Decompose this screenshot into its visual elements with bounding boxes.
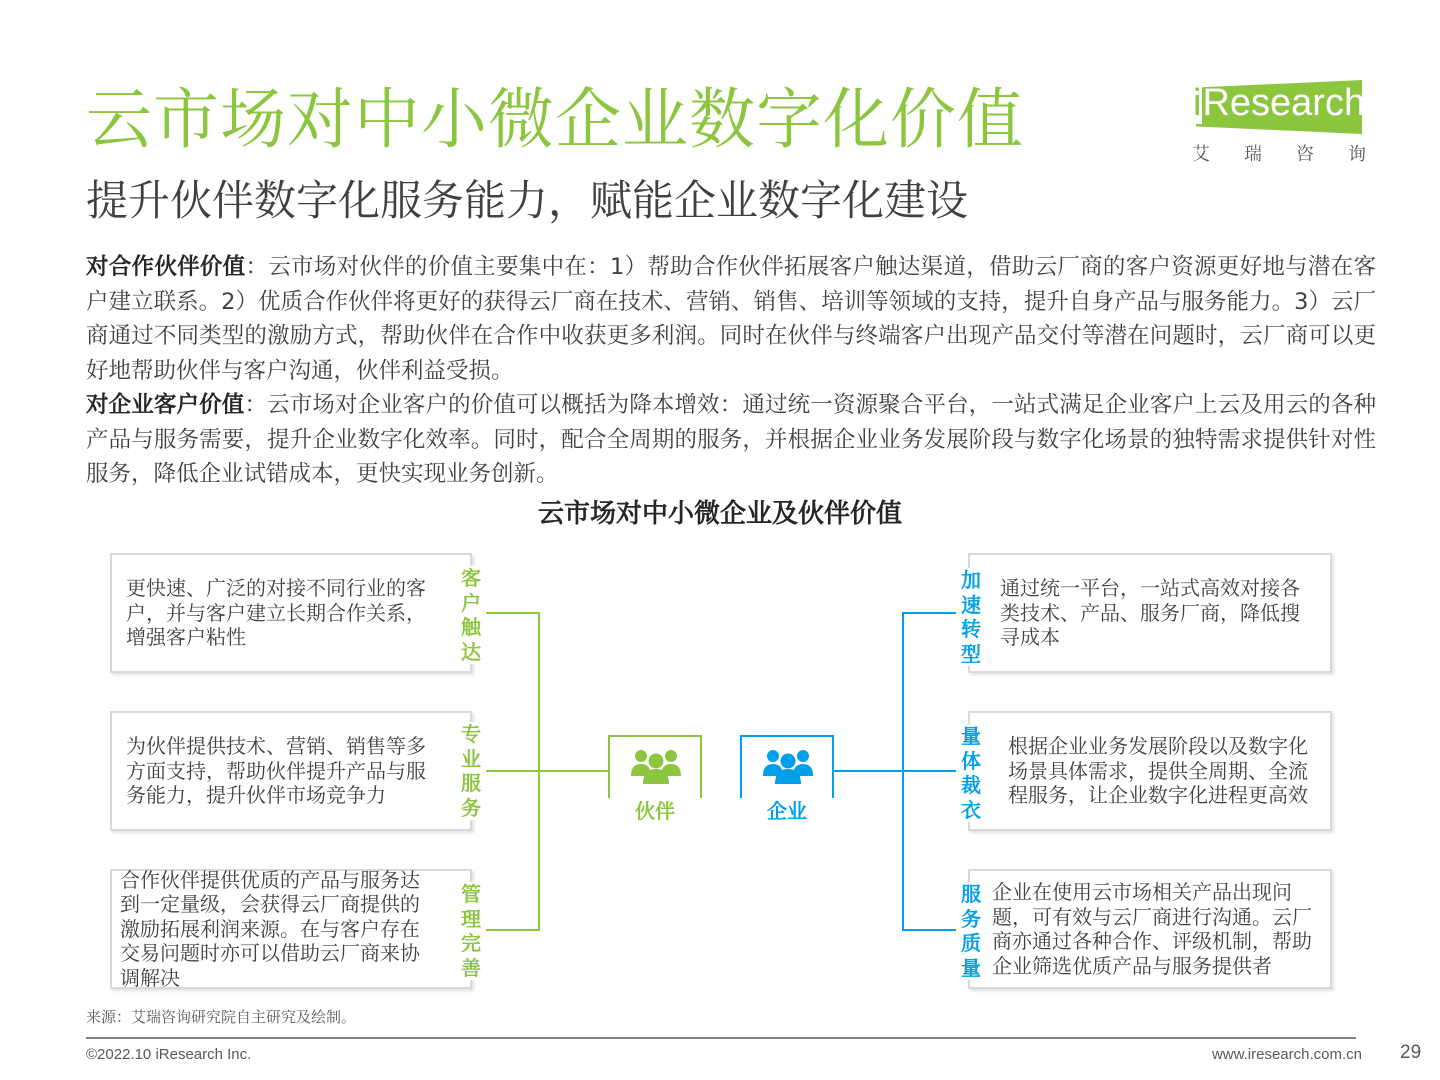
partner-value-paragraph: 对合作伙伴价值：云市场对伙伴的价值主要集中在：1）帮助合作伙伴拓展客户触达渠道，借助云厂商的客户资源更好地与潜在客户建立联系。2）优质合作伙伴将更好的获得云厂商在技术、营销、销售、培训等领域的支持，提升自身产品与服务能力。3）云厂商通过不同类型的激励方式，帮助伙伴在合作中收获更多利润。同时在伙伴与终端客户出现产品交付等潜在问题时，云厂商可以更好地帮助伙伴与客户沟通，伙伴利益受损。 [86,254,1376,384]
body-text [86,250,1376,492]
page-number: 29 [1400,1042,1422,1063]
enterprise-hub-label: 企业 [740,798,834,824]
connector-right-bottom [902,929,956,931]
page-title: 云市场对中小微企业数字化价值 [86,81,1024,158]
label-tailored: 量体裁衣 [958,724,984,822]
connector-right-top [902,612,956,614]
right-box-tailored: 根据企业业务发展阶段以及数字化场景具体需求，提供全周期、全流程服务，让企业数字化进程更高效 [968,711,1332,831]
connector-right-middle [834,770,956,772]
website-link[interactable]: www.iresearch.com.cn [1211,1046,1362,1063]
enterprise-value-paragraph: 对企业客户价值：云市场对企业客户的价值可以概括为降本增效：通过统一资源聚合平台，一站式满足企业客户上云及用云的各种产品与服务需要，提升企业数字化效率。同时，配合全周期的服务，并根据企业业务发展阶段与数字化场景的独特需求提供针对性服务，降低企业试错成本，更快实现业务创新。 [86,392,1376,487]
label-professional-service: 专业服务 [458,722,484,820]
partner-hub-label: 伙伴 [608,798,702,824]
label-management: 管理完善 [458,882,484,980]
connector-left-vertical [538,612,540,931]
source-note: 来源：艾瑞咨询研究院自主研究及绘制。 [86,1008,357,1026]
label-service-quality: 服务质量 [958,882,984,980]
copyright: ©2022.10 iResearch Inc. [86,1046,252,1063]
left-box-professional-service: 为伙伴提供技术、营销、销售等多方面支持，帮助伙伴提升产品与服务能力，提升伙伴市场竞争力 [110,711,472,831]
enterprise-group-icon [761,746,815,786]
right-box-accelerate: 通过统一平台，一站式高效对接各类技术、产品、服务厂商，降低搜寻成本 [968,553,1332,673]
footer-divider [86,1037,1356,1039]
diagram-title: 云市场对中小微企业及伙伴价值 [537,499,902,529]
label-customer-reach: 客户触达 [458,566,484,664]
connector-left-middle [486,770,608,772]
partner-group-icon [629,746,683,786]
logo-wordmark: iResearch [1193,82,1366,124]
connector-left-top [486,612,540,614]
label-accelerate: 加速转型 [958,568,984,666]
connector-left-bottom [486,929,540,931]
logo-chinese-name: 艾瑞咨询 [1192,144,1400,165]
iresearch-logo [1186,76,1400,168]
page-subtitle: 提升伙伴数字化服务能力，赋能企业数字化建设 [86,176,969,225]
connector-right-vertical [902,612,904,931]
left-box-customer-reach: 更快速、广泛的对接不同行业的客户，并与客户建立长期合作关系，增强客户粘性 [110,553,472,673]
right-box-service-quality: 企业在使用云市场相关产品出现问题，可有效与云厂商进行沟通。云厂商亦通过各种合作、评级机制，帮助企业筛选优质产品与服务提供者 [968,869,1332,989]
left-box-management: 合作伙伴提供优质的产品与服务达到一定量级，会获得云厂商提供的激励拓展利润来源。在与客户存在交易问题时亦可以借助云厂商来协调解决 [110,869,472,989]
